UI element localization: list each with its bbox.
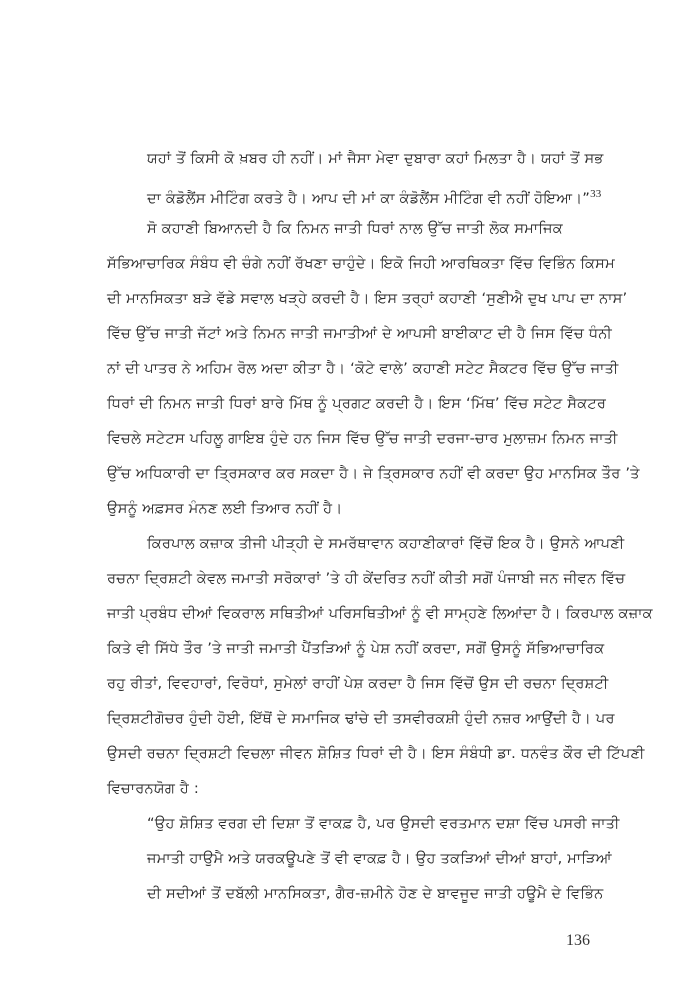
footnote-marker: 33 [590,188,602,200]
text-line: ਉਸਦੀ ਰਚਨਾ ਦ੍ਰਿਸ਼ਟੀ ਵਿਚਲਾ ਜੀਵਨ ਸ਼ੋਸ਼ਿਤ ਧਿਰਾਂ ਦੀ ਹੈ। ਇਸ ਸੰਬੰਧੀ ਡਾ. ਧਨਵੰਤ ਕੌਰ ਦੀ ਟਿੱਪਣੀ [107,745,645,762]
text-line: ਰਚਨਾ ਦ੍ਰਿਸ਼ਟੀ ਕੇਵਲ ਜਮਾਤੀ ਸਰੋਕਾਰਾਂ ’ਤੇ ਹੀ ਕੇਂਦਰਿਤ ਨਹੀਂ ਕੀਤੀ ਸਗੋਂ ਪੰਜਾਬੀ ਜਨ ਜੀਵਨ ਵਿੱਚ [107,570,626,587]
text-line: ਦ੍ਰਿਸ਼ਟੀਗੋਚਰ ਹੁੰਦੀ ਹੋਈ, ਇੱਥੋਂ ਦੇ ਸਮਾਜਿਕ ਢਾਂਚੇ ਦੀ ਤਸਵੀਰਕਸ਼ੀ ਹੁੰਦੀ ਨਜ਼ਰ ਆਉਂਦੀ ਹੈ। ਪਰ [107,710,615,727]
text-line: ਵਿੱਚ ਉੱਚ ਜਾਤੀ ਜੱਟਾਂ ਅਤੇ ਨਿਮਨ ਜਾਤੀ ਜਮਾਤੀਆਂ ਦੇ ਆਪਸੀ ਬਾਈਕਾਟ ਦੀ ਹੈ ਜਿਸ ਵਿੱਚ ਧੰਨੀ [107,325,612,342]
text-line: ਵਿਚਲੇ ਸਟੇਟਸ ਪਹਿਲੂ ਗਾਇਬ ਹੁੰਦੇ ਹਨ ਜਿਸ ਵਿੱਚ ਉੱਚ ਜਾਤੀ ਦਰਜਾ-ਚਾਰ ਮੁਲਾਜ਼ਮ ਨਿਮਨ ਜਾਤੀ [107,430,618,447]
text-line-content: ਦਾ ਕੰਡੋਲੈਂਸ ਮੀਟਿੰਗ ਕਰਤੇ ਹੈ। ਆਪ ਦੀ ਮਾਂ ਕਾ ਕੰਡੋਲੈਂਸ ਮੀਟਿੰਗ ਵੀ ਨਹੀਂ ਹੋਇਆ।” [147,189,591,207]
block-quote-line: “ਉਹ ਸ਼ੋਸ਼ਿਤ ਵਰਗ ਦੀ ਦਿਸ਼ਾ ਤੋਂ ਵਾਕਫ਼ ਹੈ, ਪਰ ਉਸਦੀ ਵਰਤਮਾਨ ਦਸ਼ਾ ਵਿੱਚ ਪਸਰੀ ਜਾਤੀ [147,815,620,832]
block-quote-line: ਦੀ ਸਦੀਆਂ ਤੋਂ ਦਬੱਲੀ ਮਾਨਸਿਕਤਾ, ਗੈਰ-ਜ਼ਮੀਨੇ ਹੋਣ ਦੇ ਬਾਵਜੂਦ ਜਾਤੀ ਹਊਮੈ ਦੇ ਵਿਭਿੰਨ [147,885,604,902]
text-line: ਕਿਤੇ ਵੀ ਸਿੱਧੇ ਤੌਰ ’ਤੇ ਜਾਤੀ ਜਮਾਤੀ ਪੈਂਤੜਿਆਂ ਨੂੰ ਪੇਸ਼ ਨਹੀਂ ਕਰਦਾ, ਸਗੋਂ ਉਸਨੂੰ ਸੱਭਿਆਚਾਰਿਕ [107,640,605,657]
text-line: ਸੱਭਿਆਚਾਰਿਕ ਸੰਬੰਧ ਵੀ ਚੰਗੇ ਨਹੀਂ ਰੱਖਣਾ ਚਾਹੁੰਦੇ। ਇਕੋ ਜਿਹੀ ਆਰਥਿਕਤਾ ਵਿੱਚ ਵਿਭਿੰਨ ਕਿਸਮ [107,255,615,272]
block-quote-line: ਜਮਾਤੀ ਹਾਉਮੈ ਅਤੇ ਯਰਕਊਪਣੇ ਤੋਂ ਵੀ ਵਾਕਫ਼ ਹੈ। ਉਹ ਤਕੜਿਆਂ ਦੀਆਂ ਬਾਹਾਂ, ਮਾੜਿਆਂ [147,850,612,867]
text-line: ਯਹਾਂ ਤੋਂ ਕਿਸੀ ਕੋ ਖ਼ਬਰ ਹੀ ਨਹੀਂ। ਮਾਂ ਜੈਸਾ ਮੇਵਾ ਦੁਬਾਰਾ ਕਹਾਂ ਮਿਲਤਾ ਹੈ। ਯਹਾਂ ਤੋਂ ਸਭ [147,150,604,167]
text-line: ਧਿਰਾਂ ਦੀ ਨਿਮਨ ਜਾਤੀ ਧਿਰਾਂ ਬਾਰੇ ਮਿੱਥ ਨੂੰ ਪ੍ਰਗਟ ਕਰਦੀ ਹੈ। ਇਸ ‘ਮਿੱਥ’ ਵਿੱਚ ਸਟੇਟ ਸੈਕਟਰ [107,395,607,412]
text-line: ਦੀ ਮਾਨਸਿਕਤਾ ਬੜੇ ਵੱਡੇ ਸਵਾਲ ਖੜ੍ਹੇ ਕਰਦੀ ਹੈ। ਇਸ ਤਰ੍ਹਾਂ ਕਹਾਣੀ ‘ਸੁਣੀਐ ਦੁਖ ਪਾਪ ਦਾ ਨਾਸ’ [107,290,628,307]
paragraph-start-line: ਕਿਰਪਾਲ ਕਜ਼ਾਕ ਤੀਜੀ ਪੀੜ੍ਹੀ ਦੇ ਸਮਰੱਥਾਵਾਨ ਕਹਾਣੀਕਾਰਾਂ ਵਿੱਚੋਂ ਇਕ ਹੈ। ਉਸਨੇ ਆਪਣੀ [147,535,625,552]
text-line: ਉਸਨੂੰ ਅਫ਼ਸਰ ਮੰਨਣ ਲਈ ਤਿਆਰ ਨਹੀਂ ਹੈ। [107,500,343,517]
paragraph-start-line: ਸੋ ਕਹਾਣੀ ਬਿਆਨਦੀ ਹੈ ਕਿ ਨਿਮਨ ਜਾਤੀ ਧਿਰਾਂ ਨਾਲ ਉੱਚ ਜਾਤੀ ਲੋਕ ਸਮਾਜਿਕ [147,220,563,237]
text-line: ਰਹੁ ਰੀਤਾਂ, ਵਿਵਹਾਰਾਂ, ਵਿਰੋਧਾਂ, ਸੁਮੇਲਾਂ ਰਾਹੀਂ ਪੇਸ਼ ਕਰਦਾ ਹੈ ਜਿਸ ਵਿੱਚੋਂ ਉਸ ਦੀ ਰਚਨਾ ਦ੍ਰਿਸ਼ਟੀ [107,675,609,692]
text-line: ਨਾਂ ਦੀ ਪਾਤਰ ਨੇ ਅਹਿਮ ਰੋਲ ਅਦਾ ਕੀਤਾ ਹੈ। ‘ਕੋਟੇ ਵਾਲੇ’ ਕਹਾਣੀ ਸਟੇਟ ਸੈਕਟਰ ਵਿੱਚ ਉੱਚ ਜਾਤੀ [107,360,619,377]
text-line: ਉੱਚ ਅਧਿਕਾਰੀ ਦਾ ਤ੍ਰਿਸਕਾਰ ਕਰ ਸਕਦਾ ਹੈ। ਜੇ ਤ੍ਰਿਸਕਾਰ ਨਹੀਂ ਵੀ ਕਰਦਾ ਉਹ ਮਾਨਸਿਕ ਤੌਰ ’ਤੇ [107,465,640,482]
text-line [147,184,601,209]
page-number: 136 [566,932,590,949]
text-line: ਵਿਚਾਰਨਯੋਗ ਹੈ : [107,780,200,797]
text-line: ਜਾਤੀ ਪ੍ਰਬੰਧ ਦੀਆਂ ਵਿਕਰਾਲ ਸਥਿਤੀਆਂ ਪਰਿਸਥਿਤੀਆਂ ਨੂੰ ਵੀ ਸਾਮ੍ਹਣੇ ਲਿਆਂਦਾ ਹੈ। ਕਿਰਪਾਲ ਕਜ਼ਾਕ [107,605,653,622]
